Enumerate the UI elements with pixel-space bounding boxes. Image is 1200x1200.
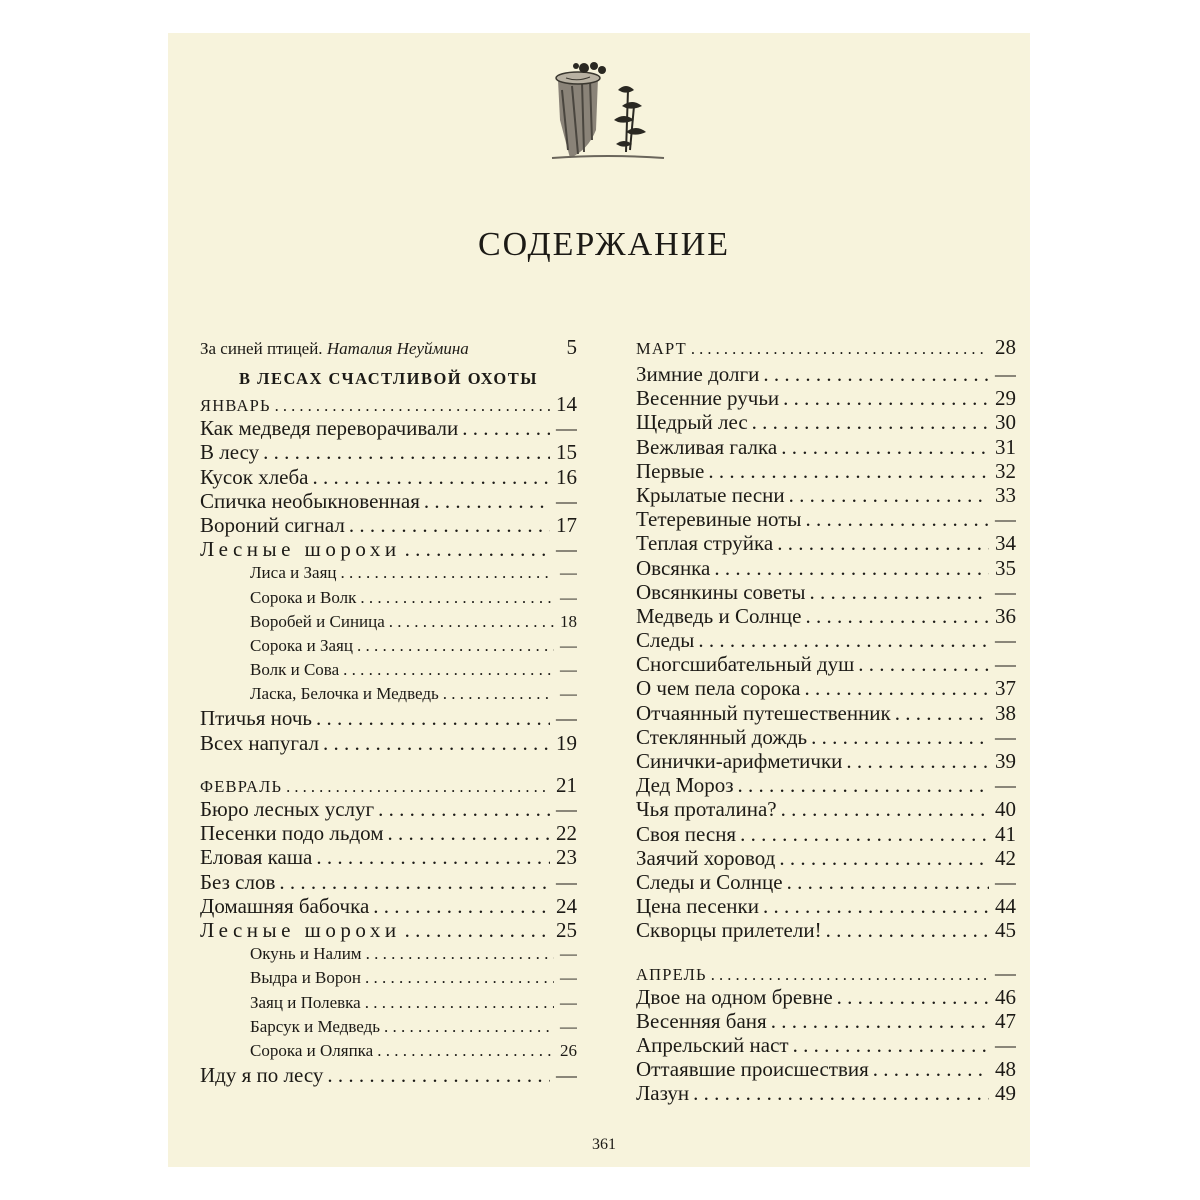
- toc-entry-page: —: [556, 537, 577, 562]
- toc-entry[interactable]: [200, 942, 577, 966]
- toc-entry[interactable]: [636, 531, 1016, 555]
- toc-entry-page: —: [560, 968, 577, 988]
- toc-entry[interactable]: [200, 513, 577, 537]
- toc-entry-title: Двое на одном бревне: [636, 984, 833, 1009]
- leader-dots: [775, 846, 989, 870]
- leader-dots: [345, 513, 550, 537]
- toc-entry[interactable]: [636, 701, 1016, 725]
- toc-entry-page: —: [560, 660, 577, 680]
- toc-entry[interactable]: [636, 386, 1016, 410]
- toc-entry-title: Заячий хоровод: [636, 845, 776, 870]
- leader-dots: [710, 556, 989, 580]
- toc-entry-page: 49: [995, 1081, 1016, 1106]
- leader-dots: [353, 634, 554, 658]
- toc-entry[interactable]: [636, 1009, 1016, 1033]
- toc-entry-page: 32: [995, 458, 1016, 483]
- toc-entry[interactable]: [200, 773, 577, 797]
- toc-entry-page: 14: [556, 392, 577, 416]
- toc-entry-page: —: [995, 869, 1016, 894]
- toc-entry-title: Лесные шорохи: [200, 917, 401, 942]
- toc-entry[interactable]: [200, 991, 577, 1015]
- leader-dots: [833, 985, 989, 1009]
- toc-entry-title: Дед Мороз: [636, 773, 734, 798]
- toc-entry[interactable]: [200, 440, 577, 464]
- leader-dots: [380, 1015, 554, 1039]
- leader-dots: [854, 652, 989, 676]
- section-heading: В ЛЕСАХ СЧАСТЛИВОЙ ОХОТЫ: [239, 369, 538, 388]
- toc-entry[interactable]: [200, 465, 577, 489]
- toc-entry-title: Щедрый лес: [636, 410, 748, 435]
- toc-entry-title: Вороний сигнал: [200, 512, 345, 537]
- tree-stump-mushrooms-vignette: [548, 60, 666, 162]
- contents-column-right: [636, 332, 1016, 1106]
- leader-dots: [312, 706, 550, 730]
- toc-entry-title: Тетеревиные ноты: [636, 507, 802, 532]
- toc-entry[interactable]: [636, 1057, 1016, 1081]
- leader-dots: [458, 416, 550, 440]
- toc-entry-title: Лазун: [636, 1081, 690, 1106]
- toc-entry[interactable]: [636, 507, 1016, 531]
- toc-entry-title: Скворцы прилетели!: [636, 918, 822, 943]
- leader-dots: [373, 1039, 554, 1063]
- toc-entry-title: Следы: [636, 628, 695, 653]
- leader-dots: [777, 435, 989, 459]
- toc-entry-page: —: [995, 628, 1016, 653]
- toc-entry[interactable]: [636, 985, 1016, 1009]
- toc-entry[interactable]: [200, 845, 577, 869]
- leader-dots: [384, 821, 550, 845]
- toc-entry-title: Сорока и Волк: [250, 587, 357, 607]
- toc-entry[interactable]: [636, 773, 1016, 797]
- leader-dots: [767, 1009, 989, 1033]
- toc-entry[interactable]: [636, 362, 1016, 386]
- toc-entry-page: 45: [995, 918, 1016, 943]
- leader-dots: [801, 604, 989, 628]
- leader-dots: [734, 773, 989, 797]
- toc-entry-title: Кусок хлеба: [200, 464, 309, 489]
- leader-dots: [420, 489, 550, 513]
- toc-entry[interactable]: [200, 561, 577, 585]
- leader-dots: [339, 658, 554, 682]
- toc-entry[interactable]: [636, 652, 1016, 676]
- toc-entry[interactable]: [200, 586, 577, 610]
- toc-entry-title: Всех напугал: [200, 730, 319, 755]
- toc-entry-title: Стеклянный дождь: [636, 724, 808, 749]
- toc-entry-page: 23: [556, 845, 577, 870]
- toc-entry-preface[interactable]: [200, 332, 577, 362]
- leader-dots: [689, 1081, 989, 1105]
- toc-entry-title: Ласка, Белочка и Медведь: [250, 684, 439, 704]
- leader-dots: [275, 870, 550, 894]
- toc-entry[interactable]: [636, 332, 1016, 362]
- leader-dots: [779, 386, 989, 410]
- toc-entry-page: 15: [556, 440, 577, 465]
- leader-dots: [704, 459, 989, 483]
- toc-entry-title: Окунь и Налим: [250, 944, 362, 964]
- leader-dots: [401, 537, 550, 561]
- toc-entry[interactable]: [636, 459, 1016, 483]
- toc-entry-title: Весенняя баня: [636, 1008, 767, 1033]
- leader-dots: [800, 676, 989, 700]
- toc-entry-title: Сорока и Оляпка: [250, 1040, 374, 1060]
- toc-entry[interactable]: [200, 894, 577, 918]
- toc-entry-page: —: [995, 960, 1016, 985]
- leader-dots: [401, 918, 550, 942]
- toc-entry[interactable]: [200, 682, 577, 706]
- toc-entry-title: ФЕВРАЛЬ: [200, 776, 283, 796]
- toc-entry-title: Без слов: [200, 869, 276, 894]
- toc-entry-title: Барсук и Медведь: [250, 1016, 380, 1036]
- leader-dots: [773, 531, 989, 555]
- leader-dots: [707, 963, 989, 985]
- toc-entry-title: Птичья ночь: [200, 706, 312, 731]
- toc-entry-title: Лиса и Заяц: [250, 563, 337, 583]
- toc-entry-title: АПРЕЛЬ: [636, 964, 707, 984]
- toc-entry-title: Теплая струйка: [636, 531, 774, 556]
- toc-entry-page: —: [560, 1016, 577, 1036]
- toc-entry-title: В лесу: [200, 440, 260, 465]
- toc-entry-title: За синей птицей. Наталия Неуймина: [200, 339, 469, 358]
- toc-entry[interactable]: [636, 676, 1016, 700]
- toc-entry-title: Иду я по лесу: [200, 1063, 324, 1088]
- toc-entry[interactable]: [200, 870, 577, 894]
- preface-author: Наталия Неуймина: [326, 339, 469, 358]
- toc-entry[interactable]: [200, 634, 577, 658]
- toc-entry-page: 47: [995, 1008, 1016, 1033]
- toc-entry[interactable]: [636, 1081, 1016, 1105]
- toc-entry-page: 42: [995, 845, 1016, 870]
- toc-entry-title: Первые: [636, 458, 705, 483]
- leader-dots: [369, 894, 550, 918]
- toc-entry[interactable]: [200, 416, 577, 440]
- leader-dots: [362, 942, 554, 966]
- leader-dots: [374, 797, 550, 821]
- leader-dots: [282, 775, 550, 797]
- toc-entry[interactable]: [200, 1063, 577, 1087]
- toc-entry-page: —: [995, 1033, 1016, 1058]
- toc-entry-title: Песенки подо льдом: [200, 821, 384, 846]
- toc-entry[interactable]: [636, 628, 1016, 652]
- toc-entry-page: —: [560, 563, 577, 583]
- toc-entry-title: Еловая каша: [200, 845, 313, 870]
- toc-entry-title: Следы и Солнце: [636, 869, 783, 894]
- toc-entry[interactable]: [200, 821, 577, 845]
- toc-entry-page: —: [560, 587, 577, 607]
- toc-entry[interactable]: [200, 392, 577, 416]
- leader-dots: [842, 749, 989, 773]
- toc-entry-page: —: [556, 797, 577, 821]
- toc-entry-page: 39: [995, 749, 1016, 773]
- toc-entry-title: Овсянка: [636, 555, 711, 580]
- leader-dots: [361, 991, 554, 1015]
- leader-dots: [759, 362, 989, 386]
- leader-dots: [777, 797, 989, 821]
- toc-entry-title: Заяц и Полевка: [250, 992, 361, 1012]
- leader-dots: [694, 628, 989, 652]
- toc-entry[interactable]: [200, 658, 577, 682]
- toc-entry-page: 35: [995, 555, 1016, 580]
- toc-entry[interactable]: [200, 489, 577, 513]
- toc-entry-title: Лесные шорохи: [200, 537, 401, 562]
- toc-entry-page: 37: [995, 676, 1016, 701]
- toc-entry[interactable]: [636, 846, 1016, 870]
- leader-dots: [312, 845, 550, 869]
- leader-dots: [337, 561, 554, 585]
- leader-dots: [822, 918, 989, 942]
- toc-entry-page: 16: [556, 464, 577, 489]
- toc-entry-page: 28: [995, 335, 1016, 359]
- toc-entry-page: 31: [995, 434, 1016, 459]
- toc-entry-page: —: [560, 684, 577, 704]
- leader-dots: [783, 870, 989, 894]
- toc-entry-page: 5: [566, 335, 577, 359]
- toc-entry-title: Весенние ручьи: [636, 386, 780, 411]
- toc-entry[interactable]: [200, 1015, 577, 1039]
- toc-entry-page: —: [995, 579, 1016, 604]
- toc-entry-page: 38: [995, 700, 1016, 725]
- toc-entry[interactable]: [636, 725, 1016, 749]
- toc-entry[interactable]: [636, 918, 1016, 942]
- toc-entry-title: МАРТ: [636, 339, 687, 358]
- toc-entry-page: 44: [995, 894, 1016, 919]
- toc-entry-page: 29: [995, 386, 1016, 411]
- toc-entry[interactable]: [636, 604, 1016, 628]
- toc-entry[interactable]: [200, 966, 577, 990]
- toc-entry-page: —: [995, 773, 1016, 798]
- toc-entry-title: Как медведя переворачивали: [200, 416, 459, 441]
- toc-entry-title: Воробей и Синица: [250, 611, 385, 631]
- leader-dots: [759, 894, 989, 918]
- leader-dots: [736, 822, 989, 846]
- toc-entry[interactable]: [636, 483, 1016, 507]
- toc-entry-title: Зимние долги: [636, 362, 760, 386]
- toc-entry-page: 19: [556, 730, 577, 755]
- toc-entry-title: Медведь и Солнце: [636, 603, 802, 628]
- contents-column-left: [200, 332, 577, 1087]
- leader-dots: [385, 610, 554, 634]
- toc-entry[interactable]: [200, 731, 577, 755]
- leader-dots: [869, 1057, 989, 1081]
- leader-dots: [807, 725, 989, 749]
- toc-entry-title: Волк и Сова: [250, 660, 340, 680]
- toc-entry-page: 33: [995, 482, 1016, 507]
- toc-entry-title: Овсянкины советы: [636, 579, 806, 604]
- toc-entry-page: 48: [995, 1057, 1016, 1082]
- toc-entry-title: Спичка необыкновенная: [200, 488, 420, 513]
- toc-entry-title: Апрельский наст: [636, 1033, 789, 1058]
- toc-entry-title: О чем пела сорока: [636, 676, 801, 701]
- toc-entry-page: —: [556, 416, 577, 441]
- toc-entry[interactable]: [200, 918, 577, 942]
- toc-entry-page: —: [560, 992, 577, 1012]
- toc-entry-title: Сногсшибательный душ: [636, 652, 855, 677]
- leader-dots: [323, 1063, 550, 1087]
- toc-entry-title: Чья проталина?: [636, 797, 777, 822]
- toc-entry-title: Своя песня: [636, 821, 737, 846]
- leader-dots: [259, 440, 550, 464]
- leader-dots: [785, 483, 989, 507]
- toc-entry[interactable]: [200, 797, 577, 821]
- toc-entry-page: 18: [560, 611, 577, 631]
- toc-entry[interactable]: [636, 580, 1016, 604]
- toc-entry-page: 26: [560, 1040, 577, 1060]
- leader-dots: [748, 410, 989, 434]
- toc-entry-page: —: [995, 724, 1016, 749]
- toc-entry-title: Домашняя бабочка: [200, 893, 370, 918]
- toc-entry[interactable]: [636, 797, 1016, 821]
- toc-entry-title: Бюро лесных услуг: [200, 797, 375, 821]
- toc-entry-title: Крылатые песни: [636, 482, 785, 507]
- contents-heading: СОДЕРЖАНИЕ: [477, 226, 731, 263]
- toc-entry-page: —: [995, 362, 1016, 386]
- leader-dots: [789, 1033, 989, 1057]
- toc-entry-title: Выдра и Ворон: [250, 968, 361, 988]
- toc-entry[interactable]: [636, 870, 1016, 894]
- toc-entry[interactable]: [636, 822, 1016, 846]
- toc-entry[interactable]: [200, 1039, 577, 1063]
- toc-entry-title: Отчаянный путешественник: [636, 700, 891, 725]
- leader-dots: [271, 394, 550, 416]
- toc-entry-page: 41: [995, 821, 1016, 846]
- toc-entry-page: 30: [995, 410, 1016, 435]
- toc-entry-page: 25: [556, 917, 577, 942]
- toc-entry[interactable]: [200, 706, 577, 730]
- toc-entry-page: 21: [556, 772, 577, 797]
- toc-entry-page: —: [556, 869, 577, 894]
- leader-dots: [361, 966, 554, 990]
- toc-entry[interactable]: [200, 610, 577, 634]
- toc-entry[interactable]: [636, 435, 1016, 459]
- toc-entry-page: 36: [995, 603, 1016, 628]
- toc-entry-title: ЯНВАРЬ: [200, 396, 271, 415]
- toc-entry-page: —: [556, 706, 577, 731]
- toc-entry-page: —: [556, 1063, 577, 1088]
- toc-entry[interactable]: [200, 537, 577, 561]
- toc-entry[interactable]: [636, 749, 1016, 773]
- leader-dots: [891, 701, 989, 725]
- leader-dots: [805, 580, 989, 604]
- toc-entry-title: Сорока и Заяц: [250, 635, 353, 655]
- toc-entry[interactable]: [636, 410, 1016, 434]
- toc-entry-page: 17: [556, 512, 577, 537]
- toc-entry-page: —: [995, 652, 1016, 677]
- toc-entry-page: —: [560, 635, 577, 655]
- toc-entry-page: 40: [995, 797, 1016, 822]
- toc-entry-page: 22: [556, 821, 577, 846]
- toc-entry-title: Оттаявшие происшествия: [636, 1057, 869, 1082]
- leader-dots: [687, 334, 989, 362]
- toc-entry-title: Синички-арифметички: [636, 749, 843, 773]
- page-number: 361: [592, 1136, 616, 1153]
- toc-entry-page: —: [995, 507, 1016, 532]
- leader-dots: [439, 682, 554, 706]
- toc-entry-page: 34: [995, 531, 1016, 556]
- toc-entry-page: 24: [556, 893, 577, 918]
- leader-dots: [309, 465, 550, 489]
- toc-entry-page: 46: [995, 984, 1016, 1009]
- toc-entry[interactable]: [636, 961, 1016, 985]
- leader-dots: [356, 586, 554, 610]
- leader-dots: [319, 731, 550, 755]
- toc-entry-page: —: [556, 488, 577, 513]
- toc-entry[interactable]: [636, 556, 1016, 580]
- toc-entry-page: —: [560, 944, 577, 964]
- toc-entry[interactable]: [636, 894, 1016, 918]
- leader-dots: [802, 507, 990, 531]
- toc-entry[interactable]: [636, 1033, 1016, 1057]
- toc-entry-title: Цена песенки: [636, 894, 759, 919]
- toc-entry-title: Вежливая галка: [636, 434, 778, 459]
